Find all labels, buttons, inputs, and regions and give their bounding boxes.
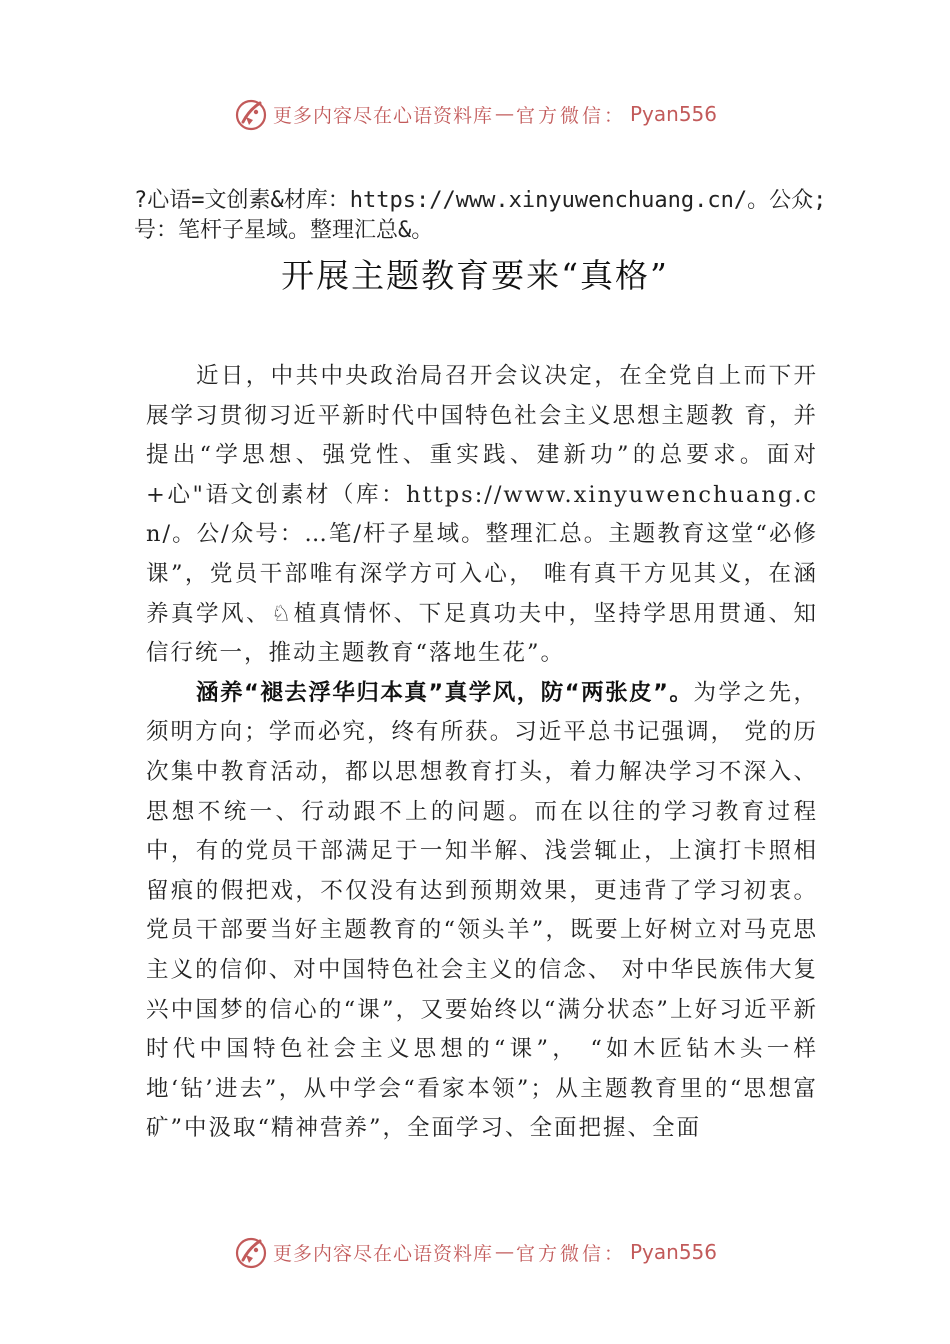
banner-separator: — <box>494 1241 514 1263</box>
banner-text: 更多内容尽在心语资料库 <box>272 1242 493 1265</box>
paragraph-2-text: 为学之先，须明方向；学而必究，终有所获。习近平总书记强调， 党的历次集中教育活动，都以思想教育打头，着力解决学习不深入、思想不统一、行动跟不上的问题。而在以往的学习教育过程中，有的党员干部满足于一知半解、浅尝辄止，上演打卡照相留痕的假把戏，不仅没有达到预期效果，更违背了学习初衷。党员干部要当好主题教育的“领头羊”，既要上好树立对马克思主义的信仰、对中国特色社会主义的信念、 对中华民族伟大复兴中国梦的信心的“课”，又要始终以“满分状态”上好习近平新时代中国特色社会主义思想的“课”， “如木匠钻木头一样地‘钻’进去”，从中学会“看家本领”；从主题教育里的“思想富矿”中汲取“精神营养”，全面学习、全面把握、全面 <box>146 679 818 1142</box>
header-banner <box>0 94 950 134</box>
banner-wechat-id: Pyan556 <box>630 102 718 126</box>
banner-wechat-label: 官方微信： <box>515 1242 626 1265</box>
banner-wechat-id: Pyan556 <box>630 1240 718 1264</box>
paragraph-1: 近日，中共中央政治局召开会议决定，在全党自上而下开展学习贯彻习近平新时代中国特色社会主义思想主题教 育，并提出“学思想、强党性、重实践、建新功”的总要求。面对+心"语文创素材（库：https://www.xinyuwenchuang.cn/。公/众号：…笔/杆子星域。整理汇总。主题教育这堂“必修课”，党员干部唯有深学方可入心， 唯有真干方见其义，在涵养真学风、♘植真情怀、下足真功夫中，坚持学思用贯通、知信行统一，推动主题教育“落地生花”。 <box>146 363 818 667</box>
source-line-2: 号：笔杆子星域。整理汇总&。 <box>134 218 434 243</box>
paragraph-2 <box>146 674 818 1149</box>
brush-logo-icon <box>233 96 269 132</box>
banner-wechat-label: 官方微信： <box>515 104 626 127</box>
footer-banner <box>0 1232 950 1272</box>
source-line-1: ?心语=文创素&材库：https://www.xinyuwenchuang.cn/。公众; <box>134 188 827 213</box>
page-title: 开展主题教育要来“真格” <box>281 256 669 295</box>
article-body <box>146 357 818 1149</box>
paragraph-2-heading: 涵养“褪去浮华归本真”真学风，防“两张皮”。 <box>196 679 694 706</box>
banner-separator: — <box>494 103 514 125</box>
brush-logo-icon <box>233 1234 269 1270</box>
banner-text: 更多内容尽在心语资料库 <box>272 104 493 127</box>
